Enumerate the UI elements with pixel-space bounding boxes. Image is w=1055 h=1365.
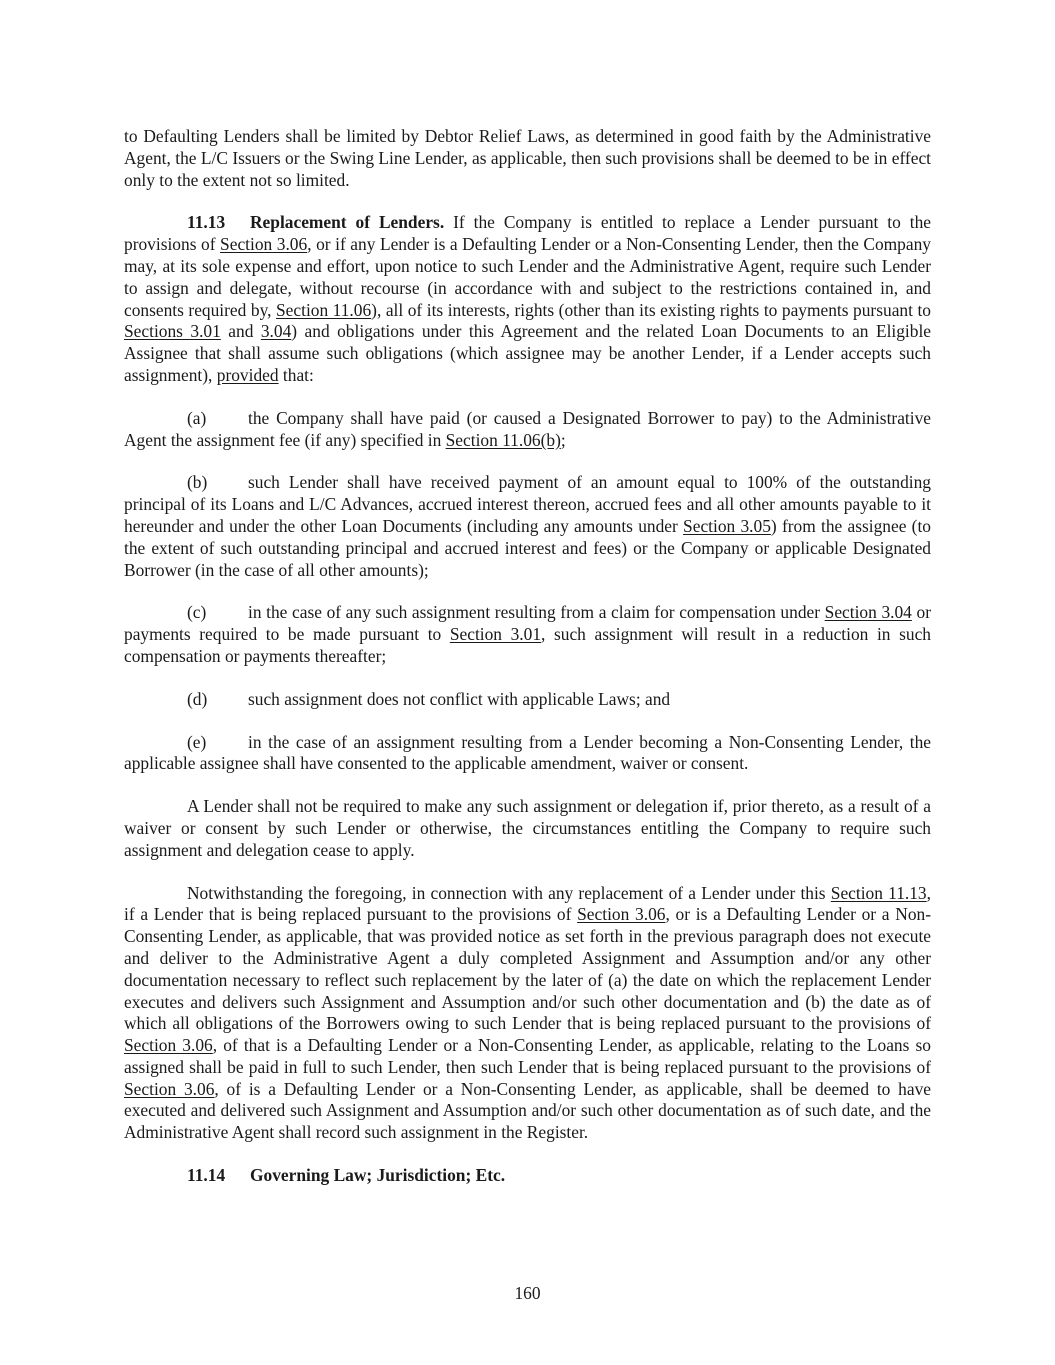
text-run: that: xyxy=(278,364,314,385)
item-label: (e) xyxy=(187,731,207,752)
list-item-d xyxy=(124,689,931,711)
text-run: the Company shall have paid (or caused a Designated Borrower to pay) to the Administrative Agent the assignment fee (if any) specified in xyxy=(124,407,931,450)
provided-term: provided xyxy=(216,364,279,385)
text-run: , such assignment will result in a reduction in such compensation or payments thereafter; xyxy=(124,624,931,666)
item-label: (c) xyxy=(187,602,207,623)
list-item-e xyxy=(124,732,931,776)
document-page xyxy=(124,126,931,1208)
text-run: such assignment does not conflict with applicable Laws; and xyxy=(248,688,671,709)
text-run: Notwithstanding the foregoing, in connection with any replacement of a Lender under this xyxy=(187,882,831,903)
cross-reference: Sections 3.01 xyxy=(124,321,221,342)
no-assignment-paragraph xyxy=(124,796,931,861)
cross-reference: Section 3.06 xyxy=(577,904,666,925)
cross-reference: Section 3.04 xyxy=(824,602,912,623)
text-run: , or if any Lender is a Defaulting Lender or a Non-Consenting Lender, then the Company may, at its sole expense and effort, upon notice to such Lender and the Administrative Agent, require such Lender to assign and delegate, without recourse (in accordance with and subject to the restrictions contained in, and consents required by, xyxy=(124,234,931,320)
section-11-14-heading xyxy=(124,1165,931,1187)
text-run: ) from the assignee (to the extent of such outstanding principal and accrued interest and fees) or the Company or applicable Designated Borrower (in the case of all other amounts); xyxy=(124,515,931,580)
item-label: (d) xyxy=(187,688,208,709)
text-run: ; xyxy=(560,429,566,450)
cross-reference: 3.04 xyxy=(260,321,292,342)
text-run: such Lender shall have received payment of an amount equal to 100% of the outstanding principal of its Loans and L/C Advances, accrued interest thereon, accrued fees and all other amounts payable to it hereunder and under the other Loan Documents (including any amounts under xyxy=(124,472,931,536)
text-run: or payments required to be made pursuant to xyxy=(124,602,932,645)
cross-reference: Section 3.06 xyxy=(124,1078,215,1099)
item-label: (a) xyxy=(187,407,207,428)
page-number: 160 xyxy=(514,1283,541,1303)
continuation-text: to Defaulting Lenders shall be limited by Debtor Relief Laws, as determined in good faith by the Administrative Agent, the L/C Issuers or the Swing Line Lender, as applicable, then such provisions shall be deemed to be in effect only to the extent not so limited. xyxy=(124,126,931,190)
list-item-b xyxy=(124,472,931,581)
section-title: Replacement of Lenders. xyxy=(250,212,445,233)
text-run: A Lender shall not be required to make any such assignment or delegation if, prior thereto, as a result of a waiver or consent by such Lender or otherwise, the circumstances entitling the Company to require such assignment and delegation cease to apply. xyxy=(124,796,931,860)
text-run: , of is a Defaulting Lender or a Non-Consenting Lender, as applicable, shall be deemed to have executed and delivered such Assignment and Assumption and/or such other documentation as of such date, and the Administrative Agent shall record such assignment in the Register. xyxy=(124,1078,931,1143)
text-run: , if a Lender that is being replaced pursuant to the provisions of xyxy=(124,882,931,925)
text-run: ) and obligations under this Agreement and the related Loan Documents to an Eligible Assignee that shall assume such obligations (which assignee may be another Lender, if a Lender accepts such assignment), xyxy=(124,321,931,385)
section-number: 11.13 xyxy=(187,212,226,233)
text-run: , of that is a Defaulting Lender or a Non-Consenting Lender, as applicable, relating to the Loans so assigned shall be paid in full to such Lender, then such Lender that is being replaced pursuant to the provisions of xyxy=(124,1035,931,1077)
text-run: , or is a Defaulting Lender or a Non-Consenting Lender, as applicable, that was provided notice as set forth in the previous paragraph does not execute and deliver to the Administrative Agent a duly completed Assignment and Assumption and/or any other documentation necessary to reflect such replacement by the later of (a) the date on which the replacement Lender executes and delivers such Assignment and Assumption and/or such other documentation and (b) the date as of which all obligations of the Borrowers owing to such Lender that is being replaced pursuant to the provisions of xyxy=(124,904,931,1034)
text-run: in the case of any such assignment resulting from a claim for compensation under xyxy=(248,602,825,623)
cross-reference: Section 11.06(b) xyxy=(445,429,561,450)
text-run: and xyxy=(220,321,261,342)
notwithstanding-paragraph xyxy=(124,883,931,1145)
cross-reference: Section 3.01 xyxy=(449,624,542,645)
item-label: (b) xyxy=(187,472,208,493)
section-title: Governing Law; Jurisdiction; Etc. xyxy=(250,1165,506,1186)
list-item-c xyxy=(124,602,931,667)
cross-reference: Section 3.05 xyxy=(683,515,771,536)
list-item-a xyxy=(124,408,931,452)
cross-reference: Section 3.06 xyxy=(124,1035,213,1056)
continuation-paragraph xyxy=(124,126,931,191)
text-run: If the Company is entitled to replace a Lender pursuant to the provisions of xyxy=(124,212,931,255)
cross-reference: Section 11.13 xyxy=(830,882,927,903)
section-number: 11.14 xyxy=(187,1165,226,1186)
cross-reference: Section 11.06 xyxy=(276,299,372,320)
cross-reference: Section 3.06 xyxy=(220,234,308,255)
text-run: in the case of an assignment resulting from a Lender becoming a Non-Consenting Lender, the applicable assignee shall have consented to the applicable amendment, waiver or consent. xyxy=(124,731,931,774)
text-run: ), all of its interests, rights (other than its existing rights to payments pursuant to xyxy=(371,299,931,320)
section-11-13-paragraph xyxy=(124,212,931,386)
